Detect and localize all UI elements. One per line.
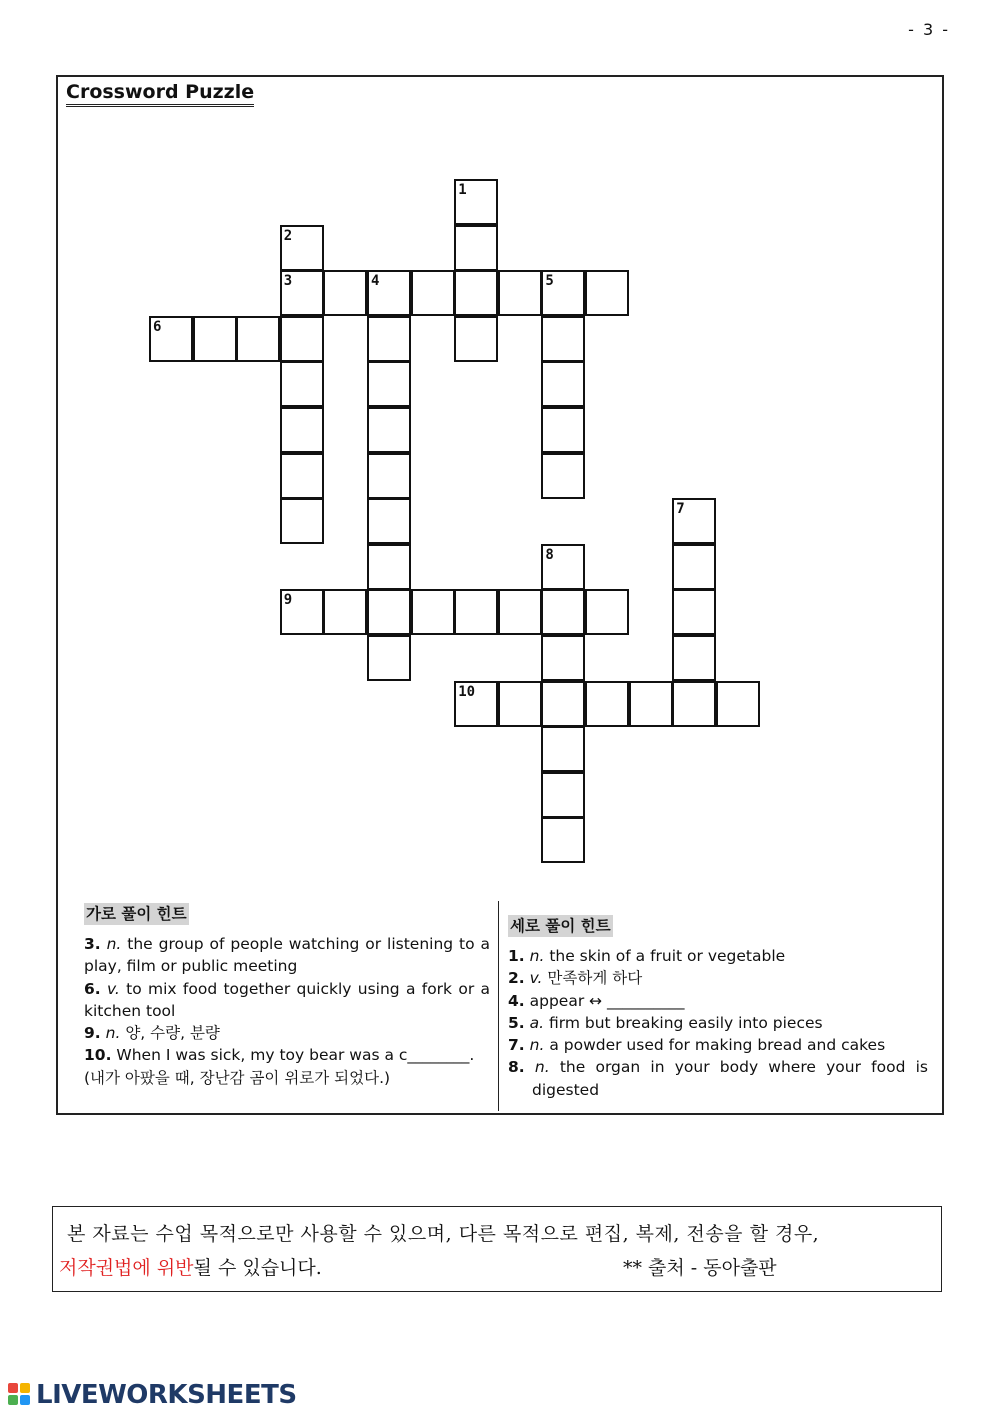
crossword-letter-input[interactable]: [587, 272, 627, 314]
clue-num: 4.: [508, 991, 525, 1010]
crossword-cell[interactable]: [585, 589, 629, 635]
crossword-cell[interactable]: [541, 726, 585, 772]
crossword-letter-input[interactable]: [369, 637, 409, 679]
crossword-letter-input[interactable]: [282, 455, 322, 497]
clue-text: the organ in your body where your food is digested: [532, 1058, 928, 1099]
crossword-cell[interactable]: [367, 635, 411, 681]
clue-part-of-speech: a.: [529, 1013, 545, 1032]
clue-part-of-speech: n.: [529, 1036, 545, 1055]
crossword-letter-input[interactable]: [718, 683, 758, 725]
clue-text: 만족하게 하다: [542, 969, 643, 988]
clue-num: 5.: [508, 1013, 525, 1032]
crossword-cell[interactable]: [280, 407, 324, 453]
across-clue: [84, 933, 490, 978]
crossword-cell[interactable]: [149, 316, 193, 362]
across-clue: [84, 1022, 490, 1044]
crossword-letter-input[interactable]: [369, 272, 409, 314]
crossword-letter-input[interactable]: [587, 683, 627, 725]
crossword-letter-input[interactable]: [369, 546, 409, 588]
clue-part-of-speech: n.: [105, 1024, 121, 1043]
crossword-letter-input[interactable]: [456, 683, 496, 725]
crossword-letter-input[interactable]: [543, 546, 583, 588]
crossword-cell[interactable]: [541, 453, 585, 499]
clue-text: a powder used for making bread and cakes: [544, 1036, 886, 1055]
crossword-letter-input[interactable]: [369, 363, 409, 405]
crossword-cell[interactable]: [672, 681, 716, 727]
crossword-letter-input[interactable]: [282, 318, 322, 360]
crossword-letter-input[interactable]: [282, 500, 322, 542]
crossword-cell[interactable]: [280, 498, 324, 544]
crossword-cell[interactable]: [280, 361, 324, 407]
crossword-cell[interactable]: [541, 589, 585, 635]
crossword-cell[interactable]: [672, 498, 716, 544]
crossword-cell[interactable]: [411, 270, 455, 316]
clue-num: 8.: [508, 1058, 525, 1077]
crossword-letter-input[interactable]: [325, 272, 365, 314]
crossword-letter-input[interactable]: [369, 409, 409, 451]
clue-num: 10.: [84, 1046, 112, 1065]
crossword-cell[interactable]: [367, 544, 411, 590]
crossword-cell[interactable]: [280, 589, 324, 635]
liveworksheets-logo: [8, 1380, 297, 1410]
crossword-letter-input[interactable]: [195, 318, 235, 360]
down-clue: [508, 1034, 928, 1056]
crossword-cell[interactable]: [323, 270, 367, 316]
crossword-cell[interactable]: [367, 270, 411, 316]
crossword-letter-input[interactable]: [456, 181, 496, 223]
crossword-cell[interactable]: [323, 589, 367, 635]
down-clue: [508, 1056, 928, 1101]
crossword-cell[interactable]: [541, 544, 585, 590]
crossword-letter-input[interactable]: [631, 683, 671, 725]
clue-number: 9: [283, 592, 293, 609]
crossword-letter-input[interactable]: [674, 683, 714, 725]
clue-text: appear ↔ __________: [529, 991, 685, 1010]
clue-part-of-speech: n.: [106, 935, 122, 953]
crossword-cell[interactable]: [541, 817, 585, 863]
clue-number: 5: [545, 273, 554, 290]
crossword-letter-input[interactable]: [456, 272, 496, 314]
crossword-cell[interactable]: [541, 361, 585, 407]
crossword-letter-input[interactable]: [369, 455, 409, 497]
notice-red-1: 저작권법: [59, 1257, 133, 1279]
crossword-cell[interactable]: [236, 316, 280, 362]
notice-line-2: [59, 1253, 322, 1280]
crossword-cell[interactable]: [541, 270, 585, 316]
page-number: - 3 -: [908, 20, 950, 39]
crossword-letter-input[interactable]: [282, 272, 322, 314]
across-clue: [84, 1044, 490, 1066]
across-clue: [84, 978, 490, 1023]
notice-line-1: 본 자료는 수업 목적으로만 사용할 수 있으며, 다른 목적으로 편집, 복제, 전송을 할 경우,: [67, 1223, 820, 1245]
crossword-cell[interactable]: [498, 589, 542, 635]
crossword-cell[interactable]: [629, 681, 673, 727]
crossword-cell[interactable]: [716, 681, 760, 727]
copyright-notice: [52, 1206, 942, 1292]
crossword-letter-input[interactable]: [369, 591, 409, 633]
across-hints: [84, 903, 490, 1089]
clue-part-of-speech: v.: [107, 979, 120, 998]
across-clue-list: [84, 933, 490, 1089]
crossword-cell[interactable]: [498, 270, 542, 316]
notice-mid: 에: [132, 1257, 157, 1279]
crossword-cell[interactable]: [193, 316, 237, 362]
crossword-letter-input[interactable]: [500, 272, 540, 314]
clue-number: 3: [283, 273, 293, 290]
crossword-cell[interactable]: [367, 589, 411, 635]
crossword-frame: [56, 75, 944, 1115]
down-clue: [508, 967, 928, 989]
crossword-letter-input[interactable]: [282, 591, 322, 633]
crossword-letter-input[interactable]: [282, 227, 322, 269]
crossword-cell[interactable]: [367, 407, 411, 453]
crossword-letter-input[interactable]: [325, 591, 365, 633]
crossword-cell[interactable]: [585, 270, 629, 316]
down-clue: [508, 945, 928, 967]
clue-number: 4: [371, 273, 380, 290]
crossword-cell[interactable]: [367, 453, 411, 499]
clue-num: 3.: [84, 935, 101, 953]
down-clue-list: [508, 945, 928, 1101]
down-clue: [508, 1012, 928, 1034]
clue-text: the skin of a fruit or vegetable: [544, 947, 786, 965]
crossword-cell[interactable]: [411, 589, 455, 635]
crossword-cell[interactable]: [367, 361, 411, 407]
crossword-cell[interactable]: [672, 635, 716, 681]
crossword-letter-input[interactable]: [500, 683, 540, 725]
crossword-letter-input[interactable]: [456, 318, 496, 360]
down-clue: [508, 990, 928, 1012]
crossword-cell[interactable]: [280, 453, 324, 499]
crossword-letter-input[interactable]: [674, 591, 714, 633]
crossword-letter-input[interactable]: [587, 591, 627, 633]
crossword-letter-input[interactable]: [413, 272, 453, 314]
crossword-letter-input[interactable]: [543, 409, 583, 451]
crossword-letter-input[interactable]: [543, 728, 583, 770]
crossword-cell[interactable]: [672, 589, 716, 635]
crossword-letter-input[interactable]: [413, 591, 453, 633]
clue-num: 6.: [84, 979, 101, 998]
notice-end: 될 수 있습니다.: [193, 1257, 322, 1279]
crossword-cell[interactable]: [672, 544, 716, 590]
clue-number: 2: [283, 227, 293, 244]
clue-text: When I was sick, my toy bear was a c________.: [116, 1046, 475, 1065]
crossword-letter-input[interactable]: [369, 500, 409, 542]
crossword-letter-input[interactable]: [500, 591, 540, 633]
across-clue: [84, 1067, 490, 1089]
crossword-cell[interactable]: [454, 316, 498, 362]
notice-red-2: 위반: [156, 1257, 194, 1279]
clue-part-of-speech: n.: [534, 1058, 550, 1077]
clue-number: 7: [676, 501, 685, 518]
crossword-letter-input[interactable]: [151, 318, 191, 360]
crossword-letter-input[interactable]: [456, 591, 496, 633]
clue-text: the group of people watching or listening to a play, film or public meeting: [84, 935, 490, 976]
clue-part-of-speech: n.: [529, 947, 545, 965]
crossword-grid: [58, 77, 942, 877]
crossword-letter-input[interactable]: [543, 363, 583, 405]
crossword-cell[interactable]: [454, 589, 498, 635]
crossword-cell[interactable]: [280, 270, 324, 316]
crossword-letter-input[interactable]: [369, 318, 409, 360]
clue-text: firm but breaking easily into pieces: [544, 1013, 823, 1032]
crossword-letter-input[interactable]: [543, 318, 583, 360]
crossword-letter-input[interactable]: [282, 409, 322, 451]
crossword-letter-input[interactable]: [674, 500, 714, 542]
clue-number: 10: [458, 683, 476, 700]
hints-section: [58, 897, 942, 1113]
crossword-letter-input[interactable]: [543, 683, 583, 725]
clue-num: 1.: [508, 947, 525, 965]
crossword-letter-input[interactable]: [543, 591, 583, 633]
crossword-cell[interactable]: [585, 681, 629, 727]
crossword-cell[interactable]: [454, 225, 498, 271]
crossword-cell[interactable]: [454, 270, 498, 316]
crossword-letter-input[interactable]: [543, 272, 583, 314]
logo-text: LIVEWORKSHEETS: [36, 1380, 297, 1410]
crossword-cell[interactable]: [280, 316, 324, 362]
clue-num: 2.: [508, 969, 525, 988]
clue-text: 양, 수량, 분량: [120, 1024, 220, 1043]
crossword-letter-input[interactable]: [238, 318, 278, 360]
notice-source: ** 출처 - 동아출판: [623, 1257, 777, 1279]
clue-number: 8: [545, 546, 554, 563]
crossword-letter-input[interactable]: [674, 637, 714, 679]
hints-divider: [498, 901, 499, 1111]
crossword-letter-input[interactable]: [543, 819, 583, 861]
crossword-cell[interactable]: [280, 225, 324, 271]
crossword-cell[interactable]: [541, 772, 585, 818]
clue-number: 1: [458, 182, 467, 198]
crossword-cell[interactable]: [498, 681, 542, 727]
crossword-cell[interactable]: [367, 498, 411, 544]
crossword-letter-input[interactable]: [543, 637, 583, 679]
clue-text: (내가 아팠을 때, 장난감 곰이 위로가 되었다.): [84, 1068, 391, 1087]
crossword-letter-input[interactable]: [456, 227, 496, 269]
across-heading: 가로 풀이 힌트: [86, 905, 187, 923]
clue-part-of-speech: v.: [529, 969, 543, 988]
clue-text: to mix food together quickly using a fork or a kitchen tool: [84, 979, 490, 1020]
crossword-letter-input[interactable]: [543, 455, 583, 497]
crossword-cell[interactable]: [541, 635, 585, 681]
down-hints: [508, 915, 928, 1101]
crossword-letter-input[interactable]: [674, 546, 714, 588]
crossword-letter-input[interactable]: [282, 363, 322, 405]
clue-num: 9.: [84, 1024, 101, 1043]
crossword-cell[interactable]: [541, 407, 585, 453]
down-heading: 세로 풀이 힌트: [510, 917, 611, 935]
crossword-letter-input[interactable]: [543, 774, 583, 816]
crossword-cell[interactable]: [541, 681, 585, 727]
liveworksheets-logo-icon: [8, 1383, 32, 1407]
page-title: Crossword Puzzle: [66, 81, 254, 107]
crossword-cell[interactable]: [454, 681, 498, 727]
crossword-cell[interactable]: [367, 316, 411, 362]
clue-num: 7.: [508, 1036, 525, 1055]
crossword-cell[interactable]: [541, 316, 585, 362]
crossword-cell[interactable]: [454, 179, 498, 225]
clue-number: 6: [153, 318, 162, 335]
